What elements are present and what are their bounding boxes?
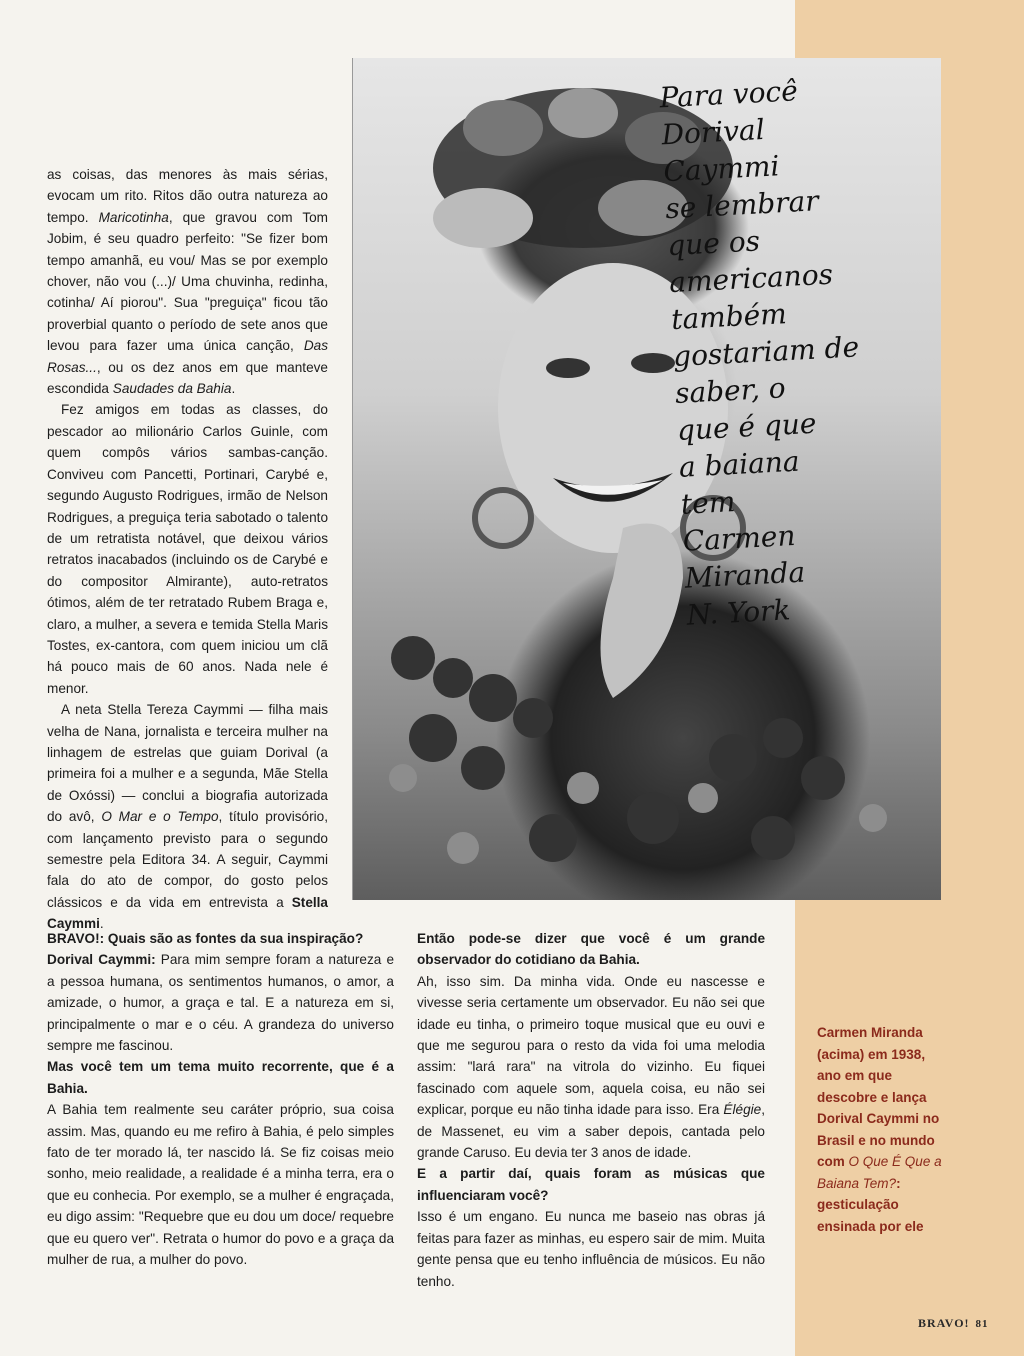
- paragraph: A neta Stella Tereza Caymmi — filha mais velha de Nana, jornalista e terceira mulher na linhagem de estrelas que guiam Dorival (a primeira foi a mulher e a segunda, Mãe Stella de Oxóssi) — conclui a biografia autorizada do avô, O Mar e o Tempo, título provisório, com lançamento previsto para o segundo semestre pela Editora 34. A seguir, Caymmi fala do ato de compor, do gosto pelos clássicos e da vida em entrevista a Stella Caymmi.: [47, 702, 328, 932]
- handwritten-dedication: Para você Dorival Caymmi se lembrar que os americanos também gostariam de saber, o que é que a baiana tem Carmen Miranda N. York: [658, 74, 860, 632]
- paragraph: as coisas, das menores às mais sérias, evocam um rito. Ritos dão outra natureza ao tempo. Maricotinha, que gravou com Tom Jobim, é seu quadro perfeito: "Se fizer bom tempo amanhã, eu vou/ Mas se por exemplo chover, não vou (...)/ Uma chuvinha, redinha, cotinha/ Aí piorou". Sua "preguiça" ficou tão proverbial quanto o período de sete anos que levou para fazer uma única canção, Das Rosas..., ou os dez anos em que manteve escondida Saudades da Bahia.: [47, 167, 329, 397]
- interview-answer: Ah, isso sim. Da minha vida. Onde eu nascesse e vivesse seria certamente um observador. Eu não sei que idade eu tinha, o primeiro toque musical que eu ouvi e que me segurou para o resto da vida foi uma melodia assim: "lará rara" na vitrola do vizinho. Eu fiquei fascinado com aquele som, aquela coisa, eu não sei explicar, porque eu não tinha idade para isso. Era Élégie, de Massenet, eu vim a saber depois, cantada pelo grande Caruso. Eu devia ter 3 anos de idade.: [417, 973, 765, 1161]
- interview-question: BRAVO!: Quais são as fontes da sua inspiração?: [47, 931, 364, 946]
- interview-question: Mas você tem um tema muito recorrente, que é a Bahia.: [47, 1059, 394, 1096]
- interview-answer: Dorival Caymmi: Para mim sempre foram a natureza e a pessoa humana, os sentimentos humanos, o amor, a amizade, o humor, a graça e tal. E a natureza em si, principalmente o mar e o céu. A grandeza do universo sempre me fascinou.: [47, 952, 395, 1054]
- paragraph: Fez amigos em todas as classes, do pescador ao milionário Carlos Guinle, com quem compôs vários sambas-canção. Conviveu com Pancetti, Portinari, Carybé e, segundo Augusto Rodrigues, irmão de Nelson Rodrigues, a preguiça teria sabotado o talento de um retratista notável, que deixou vários retratos inacabados (incluindo os de Carybé e do compositor Almirante), auto-retratos ótimos, além de ter retratado Rubem Braga e, claro, a mulher, a severa e temida Stella Maris Tostes, ex-cantora, com quem iniciou um clã há pouco mais de 60 anos. Nada nele é menor.: [47, 402, 328, 696]
- page-footer: [918, 1316, 989, 1331]
- page-number: 81: [975, 1318, 989, 1330]
- interview-column-2: [417, 928, 765, 1292]
- interview-question: Então pode-se dizer que você é um grande observador do cotidiano da Bahia.: [417, 931, 765, 968]
- magazine-name: BRAVO!: [918, 1316, 970, 1330]
- interview-answer: A Bahia tem realmente seu caráter próprio, sua coisa assim. Mas, quando eu me refiro à Bahia, é pelo simples fato de ter morado lá, ter nascido lá. Se fiz coisas meio sonho, meio realidade, a realidade é a minha terra, era o que eu conhecia. Por exemplo, se a mulher é engraçada, eu digo assim: "Requebre que eu dou um doce/ requebre que eu quero ver". Retrata o humor do povo e a graça da mulher de rua, a mulher do povo.: [47, 1102, 394, 1268]
- photo-caption: Carmen Miranda (acima) em 1938, ano em que descobre e lança Dorival Caymmi no Brasil e no mundo com O Que É Que a Baiana Tem?: gesticulação ensinada por ele: [817, 1025, 942, 1234]
- interview-answer: Isso é um engano. Eu nunca me baseio nas obras já feitas para fazer as minhas, eu espero sair de mim. Muita gente pensa que eu tenho influência de músicos. Eu não tenho.: [417, 1209, 765, 1289]
- interview-question: E a partir daí, quais foram as músicas que influenciaram você?: [417, 1166, 765, 1203]
- interview-column-1: [47, 928, 394, 1271]
- article-column-1: [47, 164, 328, 935]
- carmen-miranda-photo: [352, 58, 941, 900]
